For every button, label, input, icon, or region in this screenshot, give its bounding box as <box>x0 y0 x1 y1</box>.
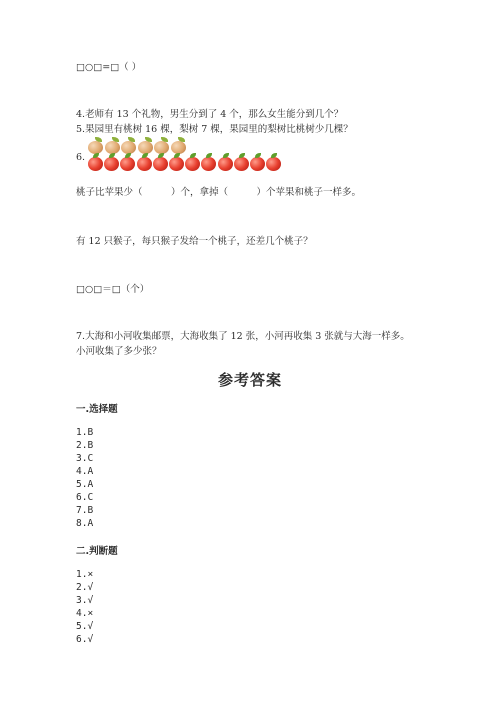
judge-answer-item: 4.× <box>76 608 94 619</box>
choice-answer-item: 4.A <box>76 466 94 477</box>
question-7-line2: 小河收集了多少张？ <box>76 346 162 357</box>
apple-icon <box>185 157 200 171</box>
choice-answer-item: 3.C <box>76 453 94 464</box>
judge-answer-item: 6.√ <box>76 634 94 645</box>
choice-answer-item: 8.A <box>76 518 94 529</box>
peach-icon <box>138 141 153 154</box>
apple-icon <box>218 157 233 171</box>
apple-icon <box>153 157 168 171</box>
choice-answer-list <box>76 426 93 530</box>
peach-icon <box>105 141 120 154</box>
section-judge-heading: 二.判断题 <box>76 546 118 557</box>
peach-row <box>88 141 187 154</box>
q3-formula: □○□=□（ ） <box>76 62 142 73</box>
apple-icon <box>120 157 135 171</box>
judge-answer-item: 3.√ <box>76 595 94 606</box>
question-4: 4.老师有 13 个礼物，男生分到了 4 个，那么女生能分到几个？ <box>76 109 344 120</box>
question-5: 5.果园里有桃树 16 棵，梨树 7 棵，果园里的梨树比桃树少几棵？ <box>76 124 353 135</box>
question-6b: 有 12 只猴子，每只猴子发给一个桃子，还差几个桃子？ <box>76 236 313 247</box>
answers-title: 参考答案 <box>217 371 282 389</box>
peach-icon <box>88 141 103 154</box>
apple-icon <box>169 157 184 171</box>
section-choice-heading: 一.选择题 <box>76 404 118 415</box>
judge-answer-item: 5.√ <box>76 621 94 632</box>
choice-answer-item: 2.B <box>76 440 94 451</box>
q6b-formula: □○□＝□（个） <box>76 284 150 295</box>
choice-answer-item: 1.B <box>76 427 94 438</box>
choice-answer-item: 6.C <box>76 492 94 503</box>
question-6-number: 6. <box>76 152 86 163</box>
apple-icon <box>234 157 249 171</box>
question-6-fill: 桃子比苹果少（ ）个，拿掉（ ）个苹果和桃子一样多。 <box>76 187 362 198</box>
apple-icon <box>104 157 119 171</box>
apple-icon <box>137 157 152 171</box>
judge-answer-list <box>76 568 93 646</box>
choice-answer-item: 7.B <box>76 505 94 516</box>
judge-answer-item: 2.√ <box>76 582 94 593</box>
apple-icon <box>266 157 281 171</box>
apple-icon <box>88 157 103 171</box>
apple-row <box>88 157 282 171</box>
choice-answer-item: 5.A <box>76 479 94 490</box>
judge-answer-item: 1.× <box>76 569 94 580</box>
apple-icon <box>250 157 265 171</box>
apple-icon <box>201 157 216 171</box>
question-7-line1: 7.大海和小河收集邮票，大海收集了 12 张，小河再收集 3 张就与大海一样多。 <box>76 331 410 342</box>
